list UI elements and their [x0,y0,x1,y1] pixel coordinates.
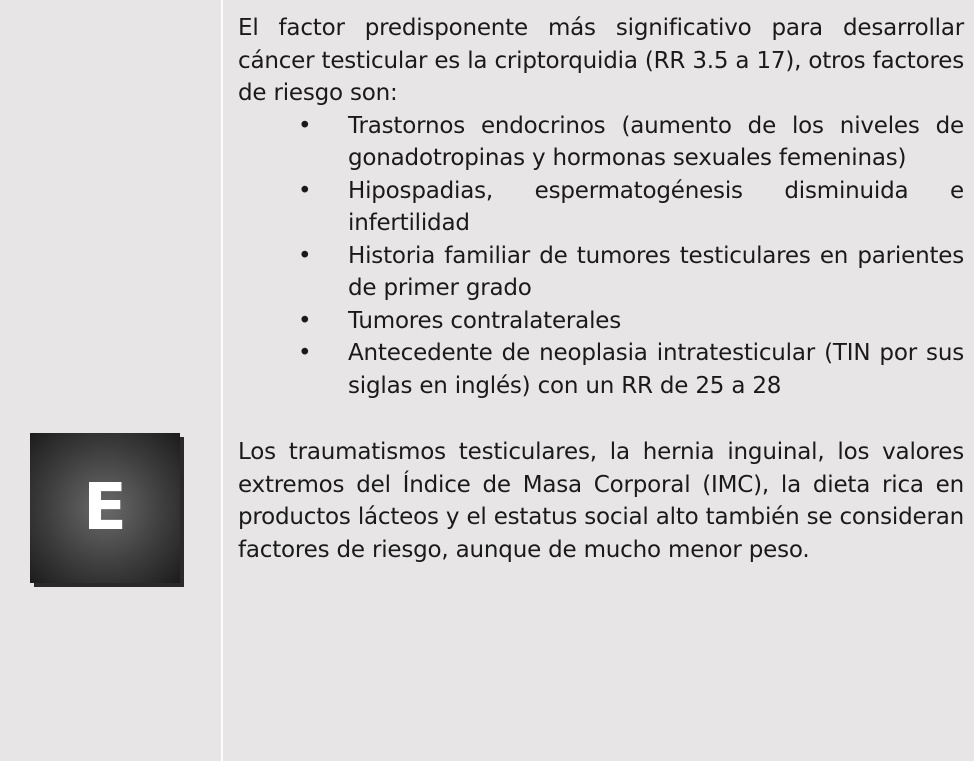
recommendation-text [238,12,964,566]
list-item-text: Historia familiar de tumores testiculares en parientes de primer grado [348,242,964,301]
column-divider [221,0,223,761]
intro-paragraph: El factor predisponente más significativo para desarrollar cáncer testicular es la criptorquidia (RR 3.5 a 17), otros factores de riesgo son: [238,15,964,106]
list-item [238,305,964,338]
risk-factor-list [238,110,964,403]
list-item [238,110,964,175]
bullet-icon: • [298,340,312,366]
bullet-icon: • [298,242,312,269]
evidence-column [0,0,221,761]
list-item [238,240,964,305]
list-item-text: Antecedente de neoplasia intratesticular (TIN por sus siglas en inglés) con un RR de 25 a 28 [348,340,964,399]
bullet-icon: • [298,177,312,204]
list-item-text: Trastornos endocrinos (aumento de los niveles de gonadotropinas y hormonas sexuales femeninas) [348,112,964,171]
list-item-text: Tumores contralaterales [348,307,621,334]
list-item [238,337,964,402]
bullet-icon: • [298,112,312,139]
evidence-level-badge [30,433,180,583]
list-item-text: Hipospadias, espermatogénesis disminuida e infertilidad [348,177,964,236]
closing-paragraph: Los traumatismos testiculares, la hernia inguinal, los valores extremos del Índice de Masa Corporal (IMC), la dieta rica en productos lácteos y el estatus social alto también se consideran factores de riesgo, aunque de mucho menor peso. [238,439,964,563]
bullet-icon: • [298,307,312,334]
evidence-level-letter: E [83,471,127,545]
list-item [238,175,964,240]
